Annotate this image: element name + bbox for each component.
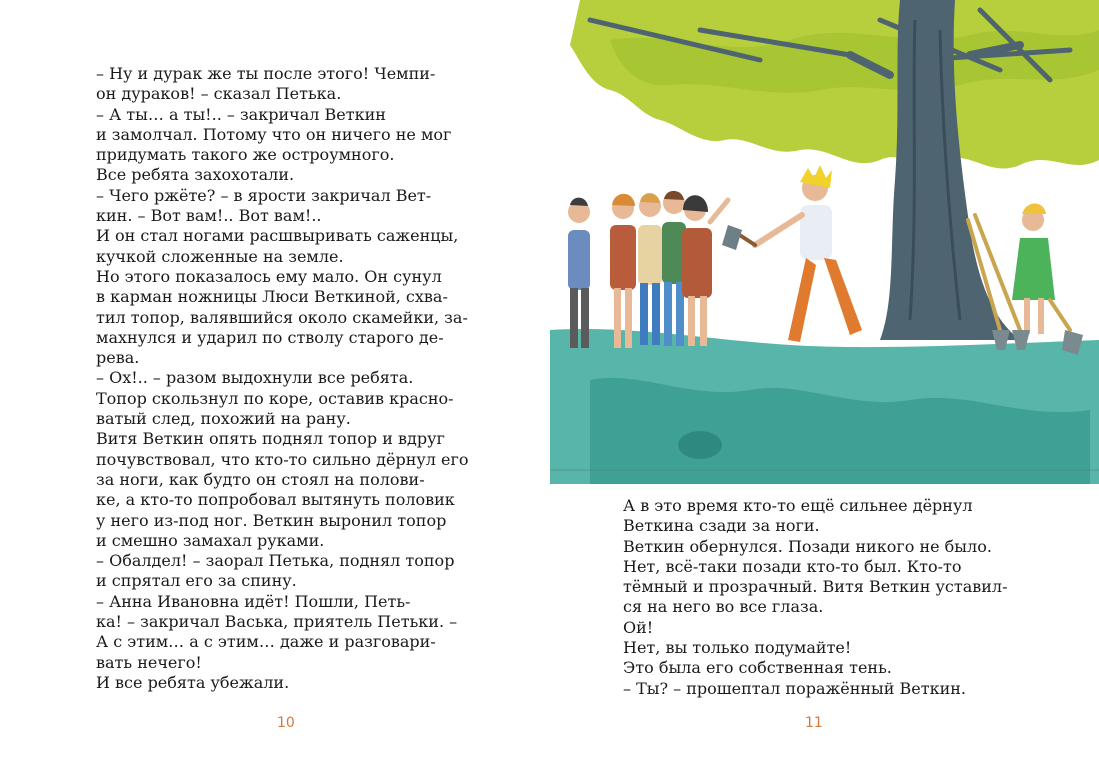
- text-line: и спрятал его за спину.: [96, 571, 297, 591]
- text-line: – Ох!.. – разом выдохнули все ребята.: [96, 368, 414, 388]
- text-line: И он стал ногами расшвыривать саженцы,: [96, 226, 459, 246]
- text-line: Веткина сзади за ноги.: [623, 516, 820, 536]
- text-line: махнулся и ударил по стволу старого де-: [96, 327, 444, 347]
- text-line: ке, а кто-то попробовал вытянуть половик: [96, 490, 455, 510]
- text-line: у него из-под ног. Веткин выронил топор: [96, 510, 447, 530]
- text-line: ся на него во все глаза.: [623, 597, 824, 617]
- text-line: кучкой сложенные на земле.: [96, 246, 344, 266]
- text-line: Веткин обернулся. Позади никого не было.: [623, 536, 992, 556]
- text-line: А с этим… а с этим… даже и разговари-: [96, 632, 436, 652]
- page-number-right: 11: [805, 715, 823, 731]
- ground-shadows: [550, 329, 1099, 484]
- tree-foliage: [570, 0, 1099, 169]
- text-line: он дураков! – сказал Петька.: [96, 84, 342, 104]
- text-line: Но этого показалось ему мало. Он сунул: [96, 266, 442, 286]
- text-line: И все ребята убежали.: [96, 672, 290, 692]
- page-number-left: 10: [277, 715, 295, 731]
- text-line: ватый след, похожий на рану.: [96, 409, 351, 429]
- text-line: и смешно замахал руками.: [96, 530, 325, 550]
- text-line: тёмный и прозрачный. Витя Веткин уставил-: [623, 577, 1008, 597]
- text-line: Нет, всё-таки позади кто-то был. Кто-то: [623, 556, 962, 576]
- tree-illustration: [550, 0, 1099, 484]
- text-line: – Чего ржёте? – в ярости закричал Вет-: [96, 185, 432, 205]
- text-line: ка! – закричал Васька, приятель Петьки. –: [96, 612, 458, 632]
- right-page: [550, 0, 1099, 783]
- text-line: Все ребята захохотали.: [96, 165, 295, 185]
- text-line: почувствовал, что кто-то сильно дёрнул его: [96, 449, 469, 469]
- text-line: Ой!: [623, 617, 654, 637]
- text-line: – Ну и дурак же ты после этого! Чемпи-: [96, 64, 436, 83]
- children-group: [568, 191, 728, 348]
- text-line: кин. – Вот вам!.. Вот вам!..: [96, 206, 322, 226]
- text-line: тил топор, валявшийся около скамейки, за-: [96, 307, 468, 327]
- text-line: – Анна Ивановна идёт! Пошли, Петь-: [96, 591, 411, 611]
- text-line: – Обалдел! – заорал Петька, поднял топор: [96, 551, 455, 571]
- text-line: Это была его собственная тень.: [623, 658, 892, 678]
- text-line: – Ты? – прошептал поражённый Веткин.: [623, 678, 966, 698]
- text-line: в карман ножницы Люси Веткиной, схва-: [96, 287, 448, 307]
- text-line: Топор скользнул по коре, оставив красно-: [96, 388, 454, 408]
- text-line: рева.: [96, 348, 140, 368]
- text-line: А в это время кто-то ещё сильнее дёрнул: [623, 496, 973, 515]
- text-line: придумать такого же остроумного.: [96, 145, 395, 165]
- text-line: Нет, вы только подумайте!: [623, 638, 852, 658]
- text-line: Витя Веткин опять поднял топор и вдруг: [96, 429, 445, 449]
- text-line: – А ты… а ты!.. – закричал Веткин: [96, 104, 386, 124]
- text-line: и замолчал. Потому что он ничего не мог: [96, 124, 452, 144]
- text-line: за ноги, как будто он стоял на полови-: [96, 469, 425, 489]
- left-page-text: [96, 64, 496, 693]
- text-line: вать нечего!: [96, 652, 202, 672]
- boy-with-axe: [722, 165, 862, 342]
- right-page-text: [623, 496, 1023, 699]
